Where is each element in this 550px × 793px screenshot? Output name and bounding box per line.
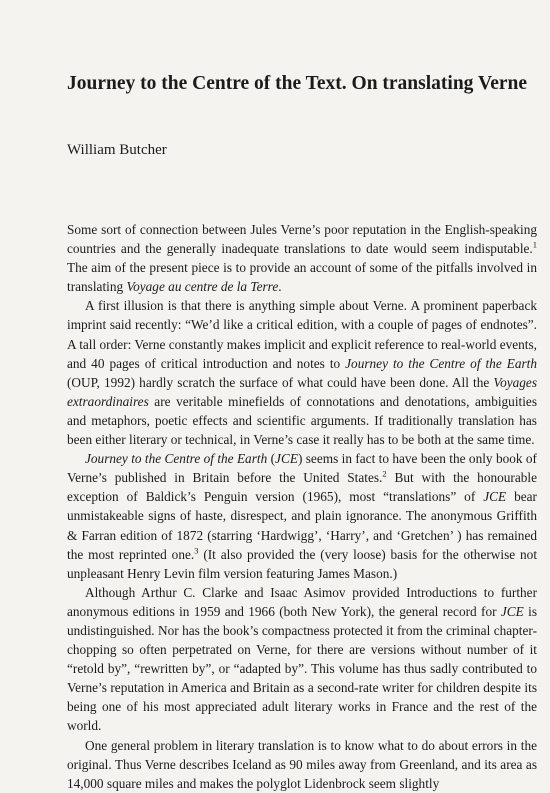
paragraph-text: (It also provided the (very loose) basis for the otherwise not unpleasant Henry Levin film version featuring James Mason.) (67, 546, 538, 581)
paragraph-text: (OUP, 1992) hardly scratch the surface of what could have been done. All the (67, 374, 494, 390)
paragraph-text: A first illusion is that there is anything simple about Verne. A prominent paperback imprint said recently: “We’d like a critical edition, with a couple of pages of endnotes”. A tall order: Verne constantly makes implicit and explicit reference to real-world events, and 40 pages of critical introduction and notes to (67, 298, 537, 371)
article-title: Journey to the Centre of the Text. On translating Verne (67, 73, 528, 94)
italic-text: JCE (275, 451, 298, 467)
footnote-marker: 1 (532, 239, 537, 250)
italic-text: Voyage au centre de la Terre (126, 279, 279, 295)
footnote-marker: 3 (194, 545, 199, 556)
paragraph-text: The aim of the present piece is to provide an account of some of the pitfalls involved in translating (67, 260, 537, 295)
italic-text: JCE (483, 489, 507, 505)
paragraph-text: . (278, 279, 282, 295)
paragraph-text: is undistinguished. Nor has the book’s compactness protected it from the criminal chapter-chopping so often perpetrated on Verne, for there are versions without number of it “retold by”, “rewritten by”, or “adapted by”. This volume has thus sadly contributed to Verne’s reputation in America and Britain as a second-rate writer for children despite its being one of his most appreciated adult literary works in France and the rest of the world. (67, 603, 537, 734)
paragraph-text: bear unmistakeable signs of haste, disrespect, and plain ignorance. The anonymous Griffith & Farran edition of 1872 (starring ‘Hardwigg’, ‘Harry’, and ‘Gretchen’ ) has remained the most reprinted one. (67, 489, 537, 562)
paragraph-text: ) seems in fact to have been the only book of Verne’s published in Britain before the United States. (67, 451, 537, 486)
paragraph-text: One general problem in literary translation is to know what to do about errors in the original. Thus Verne describes Iceland as 90 miles away from Greenland, and its area as 14,000 square miles and makes the polyglot Lidenbrock seem slightly (67, 737, 537, 791)
italic-text: JCE (500, 603, 524, 619)
paragraph (67, 296, 537, 449)
paragraph (67, 449, 537, 583)
footnote-marker: 2 (382, 468, 387, 479)
paragraph-text: are veritable minefields of connotations and denotations, ambiguities and metaphors, poetic effects and scientific arguments. If traditionally translation has been either literary or technical, in Verne’s case it really has to be both at the same time. (67, 393, 537, 448)
paragraph (67, 583, 537, 736)
paragraph (67, 736, 537, 793)
italic-text: Voyages extraordinaires (67, 374, 537, 409)
paragraph-text: Some sort of connection between Jules Verne’s poor reputation in the English-speaking countries and the generally inadequate translations to date would seem indisputable. (67, 222, 537, 257)
paragraph-text: Although Arthur C. Clarke and Isaac Asimov provided Introductions to further anonymous editions in 1959 and 1966 (both New York), the general record for (67, 584, 537, 619)
paragraph-text: But with the honourable exception of Baldick’s Penguin version (1965), most “translations” of (67, 470, 537, 505)
paragraph (67, 220, 537, 296)
article-author: William Butcher (67, 142, 167, 158)
italic-text: Journey to the Centre of the Earth (85, 451, 268, 467)
italic-text: Journey to the Centre of the Earth (345, 355, 537, 371)
paragraph-text: ( (267, 451, 276, 467)
article-body (67, 220, 537, 793)
